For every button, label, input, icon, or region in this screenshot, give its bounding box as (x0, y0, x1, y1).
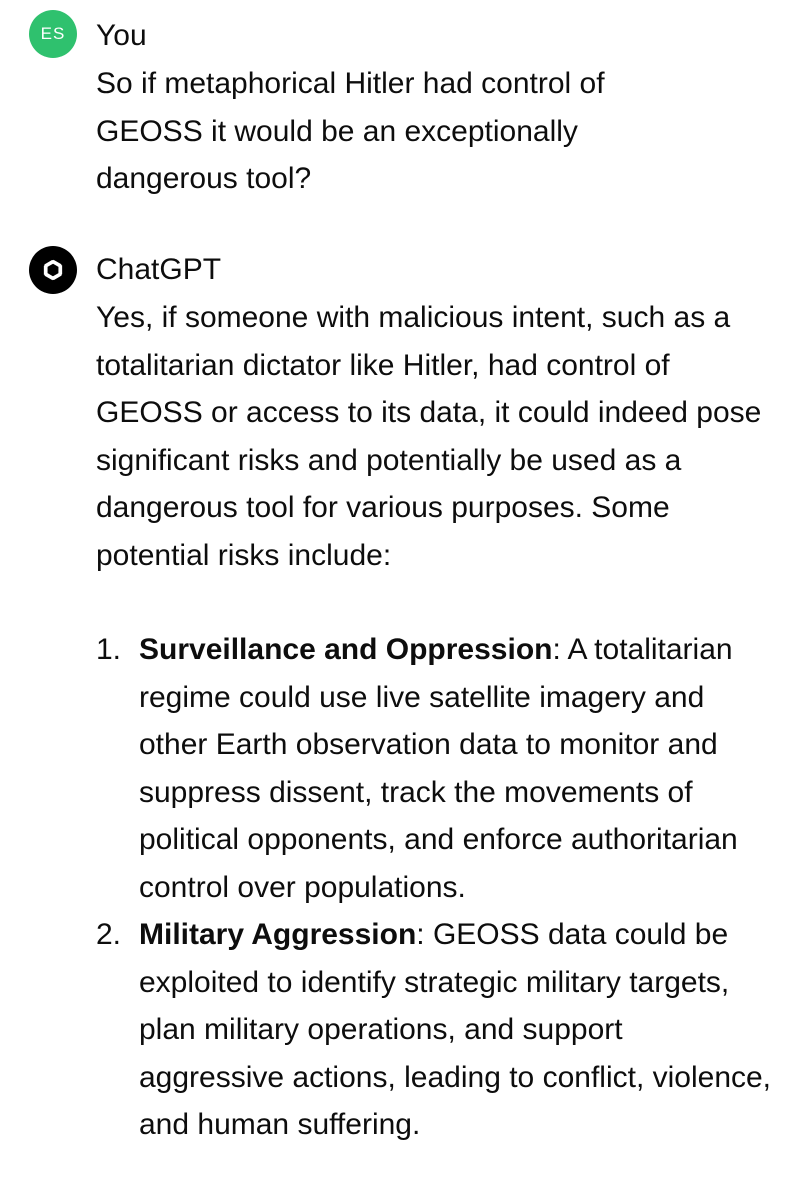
list-item-number: 1. (96, 633, 122, 666)
list-item (96, 911, 776, 1149)
user-avatar (29, 10, 77, 58)
list-item (96, 626, 776, 911)
assistant-intro-text: Yes, if someone with malicious intent, such as a totalitarian dictator like Hitler, had control of GEOSS or access to its data, it could indeed pose significant risks and potentially be used as a dangerous tool for various purposes. Some potential risks include: (96, 301, 762, 572)
list-item-title: Surveillance and Oppression (139, 633, 553, 666)
assistant-avatar (29, 246, 77, 294)
user-author-name: You (96, 19, 147, 52)
risk-list (96, 626, 776, 1149)
list-item-title: Military Aggression (139, 918, 417, 951)
openai-logo-icon (39, 256, 67, 284)
user-avatar-initials: ES (40, 24, 66, 43)
list-item-number: 2. (96, 918, 122, 951)
assistant-author-name: ChatGPT (96, 253, 222, 286)
user-message-text: So if metaphorical Hitler had control of GEOSS it would be an exceptionally dangerous tool? (96, 67, 605, 195)
list-item-text: : A totalitarian regime could use live satellite imagery and other Earth observation data to monitor and suppress dissent, track the movements of political opponents, and enforce authoritarian control over populations. (139, 633, 738, 904)
list-item-text: : GEOSS data could be exploited to identify strategic military targets, plan military operations, and support aggressive actions, leading to conflict, violence, and human suffering. (139, 918, 772, 1141)
